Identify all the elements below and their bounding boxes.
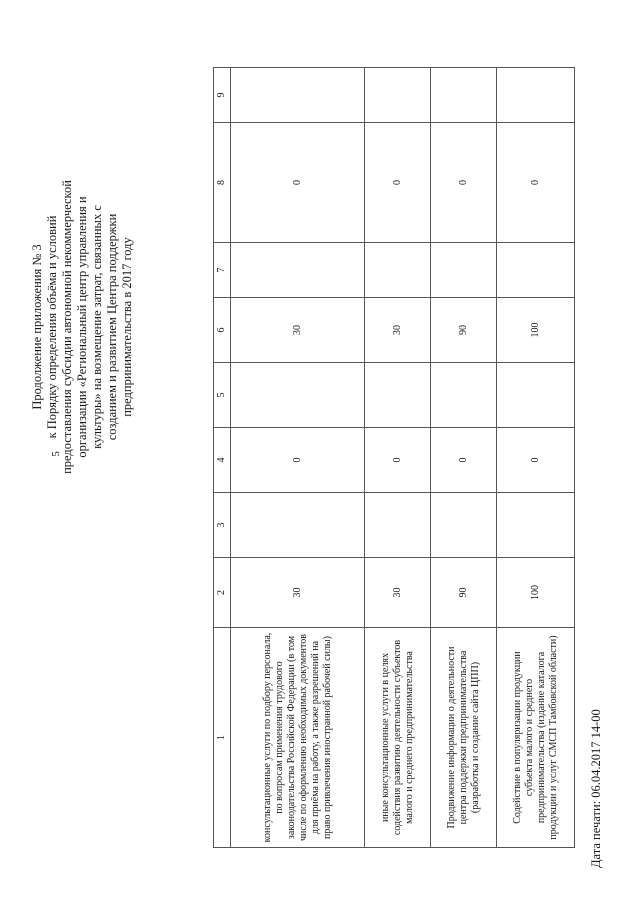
table-cell: 0 xyxy=(497,123,575,243)
table-cell: 30 xyxy=(231,558,365,628)
row-description: Продвижение информации о деятельности центра поддержки предпринимательства (разработка и создание сайта ЦПП) xyxy=(431,628,497,848)
table-cell: 30 xyxy=(365,298,431,363)
table-cell xyxy=(497,68,575,123)
table-header-row xyxy=(214,68,231,848)
appendix-heading xyxy=(30,72,135,582)
table-row xyxy=(365,68,431,848)
heading-line: Продолжение приложения № 3 xyxy=(30,244,44,410)
table-cell xyxy=(365,243,431,298)
heading-line: культуры» на возмещение затрат, связанных с xyxy=(90,205,104,449)
column-header: 3 xyxy=(214,493,231,558)
table-row xyxy=(231,68,365,848)
page-number: 5 xyxy=(49,451,62,457)
table-cell: 0 xyxy=(431,123,497,243)
table-cell: 100 xyxy=(497,558,575,628)
row-description: консультационные услуги по подбору персонала, по вопросам применения трудового законодательства Российской Федерации (в том числе по оформлению необходимых документов для приёма на работу, а также разрешений на право привлечения иностранной рабочей силы) xyxy=(231,628,365,848)
column-header: 2 xyxy=(214,558,231,628)
column-header: 8 xyxy=(214,123,231,243)
table-cell: 0 xyxy=(431,428,497,493)
subsidy-table xyxy=(213,67,575,848)
table-cell xyxy=(431,243,497,298)
column-header: 6 xyxy=(214,298,231,363)
table-cell xyxy=(431,68,497,123)
table-cell: 100 xyxy=(497,298,575,363)
table-cell xyxy=(431,493,497,558)
rotated-page-content xyxy=(15,32,625,872)
table-cell: 30 xyxy=(231,298,365,363)
table-cell: 30 xyxy=(365,558,431,628)
table-cell xyxy=(365,493,431,558)
table-cell: 0 xyxy=(231,428,365,493)
table-cell xyxy=(365,68,431,123)
row-description: иные консультационные услуги в целях содействия развитию деятельности субъектов малого и среднего предпринимательства xyxy=(365,628,431,848)
column-header: 1 xyxy=(214,628,231,848)
table-cell xyxy=(497,363,575,428)
row-description: Содействие в популяризации продукции субъекта малого и среднего предпринимательства (издание каталога продукции и услуг СМСП Тамбовской области) xyxy=(497,628,575,848)
heading-line: организации «Региональный центр управления и xyxy=(75,196,89,458)
table-row xyxy=(431,68,497,848)
table-cell: 90 xyxy=(431,298,497,363)
column-header: 5 xyxy=(214,363,231,428)
table-cell xyxy=(231,243,365,298)
table-row xyxy=(497,68,575,848)
heading-line: предоставления субсидии автономной некоммерческой xyxy=(60,180,74,474)
table-cell: 0 xyxy=(497,428,575,493)
table-cell xyxy=(231,68,365,123)
table-cell xyxy=(231,493,365,558)
table-cell xyxy=(231,363,365,428)
print-date: Дата печати: 06.04.2017 14-00 xyxy=(589,709,603,868)
column-header: 9 xyxy=(214,68,231,123)
table-cell xyxy=(497,243,575,298)
heading-line: к Порядку определения объёма и условий xyxy=(45,215,59,439)
heading-line: созданием и развитием Центра поддержки xyxy=(105,213,119,441)
table-cell: 0 xyxy=(365,123,431,243)
table-cell: 0 xyxy=(231,123,365,243)
column-header: 4 xyxy=(214,428,231,493)
column-header: 7 xyxy=(214,243,231,298)
table-cell: 90 xyxy=(431,558,497,628)
table-cell xyxy=(497,493,575,558)
heading-line: предпринимательства в 2017 году xyxy=(120,237,134,417)
table-cell xyxy=(365,363,431,428)
table-cell: 0 xyxy=(365,428,431,493)
table-cell xyxy=(431,363,497,428)
